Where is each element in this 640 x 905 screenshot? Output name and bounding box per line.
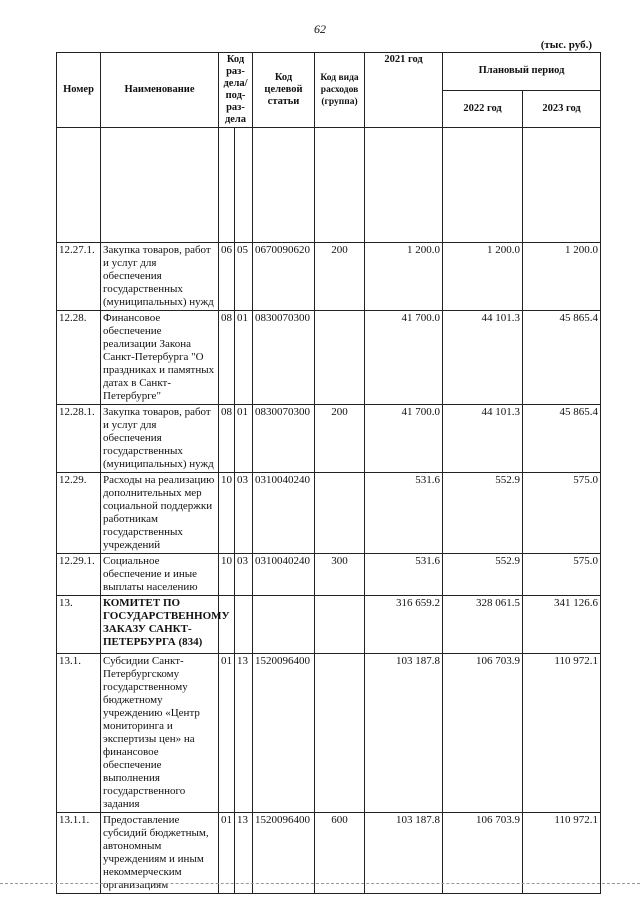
cell-y2021: 531.6 xyxy=(365,473,443,554)
cell-y2022: 106 703.9 xyxy=(443,813,523,894)
cell-tselevoy: 0310040240 xyxy=(253,554,315,596)
cell-podrazdel xyxy=(235,596,253,654)
page-number: 62 xyxy=(314,22,326,36)
header-plan: Плановый период xyxy=(443,53,601,91)
cell-razdel: 01 xyxy=(219,654,235,813)
cell-vid: 200 xyxy=(315,405,365,473)
cell-razdel: 08 xyxy=(219,311,235,405)
cell-podrazdel: 13 xyxy=(235,654,253,813)
cell-tselevoy: 0830070300 xyxy=(253,405,315,473)
cell-razdel xyxy=(219,596,235,654)
cell-podrazdel: 01 xyxy=(235,405,253,473)
cell-vid xyxy=(315,473,365,554)
header-spacer xyxy=(57,128,601,243)
cell-razdel: 10 xyxy=(219,554,235,596)
cell-nomer: 12.29. xyxy=(57,473,101,554)
cell-vid: 600 xyxy=(315,813,365,894)
table-row xyxy=(57,554,601,596)
cell-y2022: 44 101.3 xyxy=(443,311,523,405)
cell-nomer: 13.1.1. xyxy=(57,813,101,894)
cell-podrazdel: 05 xyxy=(235,243,253,311)
cell-y2022: 328 061.5 xyxy=(443,596,523,654)
cell-y2023: 1 200.0 xyxy=(523,243,601,311)
cell-y2023: 110 972.1 xyxy=(523,813,601,894)
header-razdel: Код раз-дела/ под-раз-дела xyxy=(219,53,253,128)
cell-name: Закупка товаров, работ и услуг для обеспечения государственных (муниципальных) нужд xyxy=(101,243,219,311)
cell-y2021: 316 659.2 xyxy=(365,596,443,654)
cell-tselevoy xyxy=(253,596,315,654)
cell-nomer: 12.27.1. xyxy=(57,243,101,311)
cell-y2023: 575.0 xyxy=(523,473,601,554)
cell-y2021: 41 700.0 xyxy=(365,405,443,473)
cell-name: Социальное обеспечение и иные выплаты населению xyxy=(101,554,219,596)
table-row xyxy=(57,311,601,405)
table-row xyxy=(57,473,601,554)
cell-y2021: 41 700.0 xyxy=(365,311,443,405)
cell-nomer: 13. xyxy=(57,596,101,654)
cell-y2021: 103 187.8 xyxy=(365,813,443,894)
cell-podrazdel: 01 xyxy=(235,311,253,405)
cell-y2021: 531.6 xyxy=(365,554,443,596)
header-name: Наименование xyxy=(101,53,219,128)
cell-vid: 300 xyxy=(315,554,365,596)
cell-name: Расходы на реализацию дополнительных мер социальной поддержки работникам государственных учреждений xyxy=(101,473,219,554)
cell-nomer: 12.29.1. xyxy=(57,554,101,596)
cell-tselevoy: 1520096400 xyxy=(253,813,315,894)
units-label: (тыс. руб.) xyxy=(540,39,592,51)
header-nomer: Номер xyxy=(57,53,101,128)
cell-y2023: 575.0 xyxy=(523,554,601,596)
footer-divider xyxy=(0,883,640,884)
cell-podrazdel: 13 xyxy=(235,813,253,894)
cell-y2022: 106 703.9 xyxy=(443,654,523,813)
table-row xyxy=(57,654,601,813)
cell-razdel: 01 xyxy=(219,813,235,894)
cell-name: Предоставление субсидий бюджетным, автономным учреждениям и иным некоммерческим организациям xyxy=(101,813,219,894)
cell-vid: 200 xyxy=(315,243,365,311)
cell-name: КОМИТЕТ ПО ГОСУДАРСТВЕННОМУ ЗАКАЗУ САНКТ-ПЕТЕРБУРГА (834) xyxy=(101,596,219,654)
cell-y2022: 1 200.0 xyxy=(443,243,523,311)
cell-tselevoy: 0670090620 xyxy=(253,243,315,311)
cell-nomer: 12.28. xyxy=(57,311,101,405)
cell-y2022: 44 101.3 xyxy=(443,405,523,473)
cell-name: Закупка товаров, работ и услуг для обеспечения государственных (муниципальных) нужд xyxy=(101,405,219,473)
budget-table xyxy=(56,52,601,894)
cell-y2023: 341 126.6 xyxy=(523,596,601,654)
cell-y2021: 103 187.8 xyxy=(365,654,443,813)
cell-podrazdel: 03 xyxy=(235,554,253,596)
table-row xyxy=(57,405,601,473)
cell-nomer: 12.28.1. xyxy=(57,405,101,473)
cell-nomer: 13.1. xyxy=(57,654,101,813)
table-row xyxy=(57,813,601,894)
cell-tselevoy: 0310040240 xyxy=(253,473,315,554)
cell-y2023: 45 865.4 xyxy=(523,311,601,405)
cell-name: Финансовое обеспечение реализации Закона Санкт-Петербурга "О праздниках и памятных датах в Санкт-Петербурге" xyxy=(101,311,219,405)
cell-razdel: 08 xyxy=(219,405,235,473)
table-row xyxy=(57,596,601,654)
cell-podrazdel: 03 xyxy=(235,473,253,554)
cell-vid xyxy=(315,311,365,405)
table-row xyxy=(57,243,601,311)
cell-y2022: 552.9 xyxy=(443,554,523,596)
cell-y2023: 110 972.1 xyxy=(523,654,601,813)
cell-name: Субсидии Санкт-Петербургскому государственному бюджетному учреждению «Центр мониторинга и экспертизы цен» на финансовое обеспечение выполнения государственного задания xyxy=(101,654,219,813)
cell-y2021: 1 200.0 xyxy=(365,243,443,311)
cell-vid xyxy=(315,654,365,813)
header-2023: 2023 год xyxy=(523,90,601,128)
cell-y2023: 45 865.4 xyxy=(523,405,601,473)
cell-razdel: 10 xyxy=(219,473,235,554)
cell-razdel: 06 xyxy=(219,243,235,311)
cell-tselevoy: 1520096400 xyxy=(253,654,315,813)
header-vid: Код вида расходов (группа) xyxy=(315,53,365,128)
cell-y2022: 552.9 xyxy=(443,473,523,554)
header-2022: 2022 год xyxy=(443,90,523,128)
cell-vid xyxy=(315,596,365,654)
header-2021: 2021 год xyxy=(365,53,443,128)
header-tselevoy: Код целевой статьи xyxy=(253,53,315,128)
cell-tselevoy: 0830070300 xyxy=(253,311,315,405)
